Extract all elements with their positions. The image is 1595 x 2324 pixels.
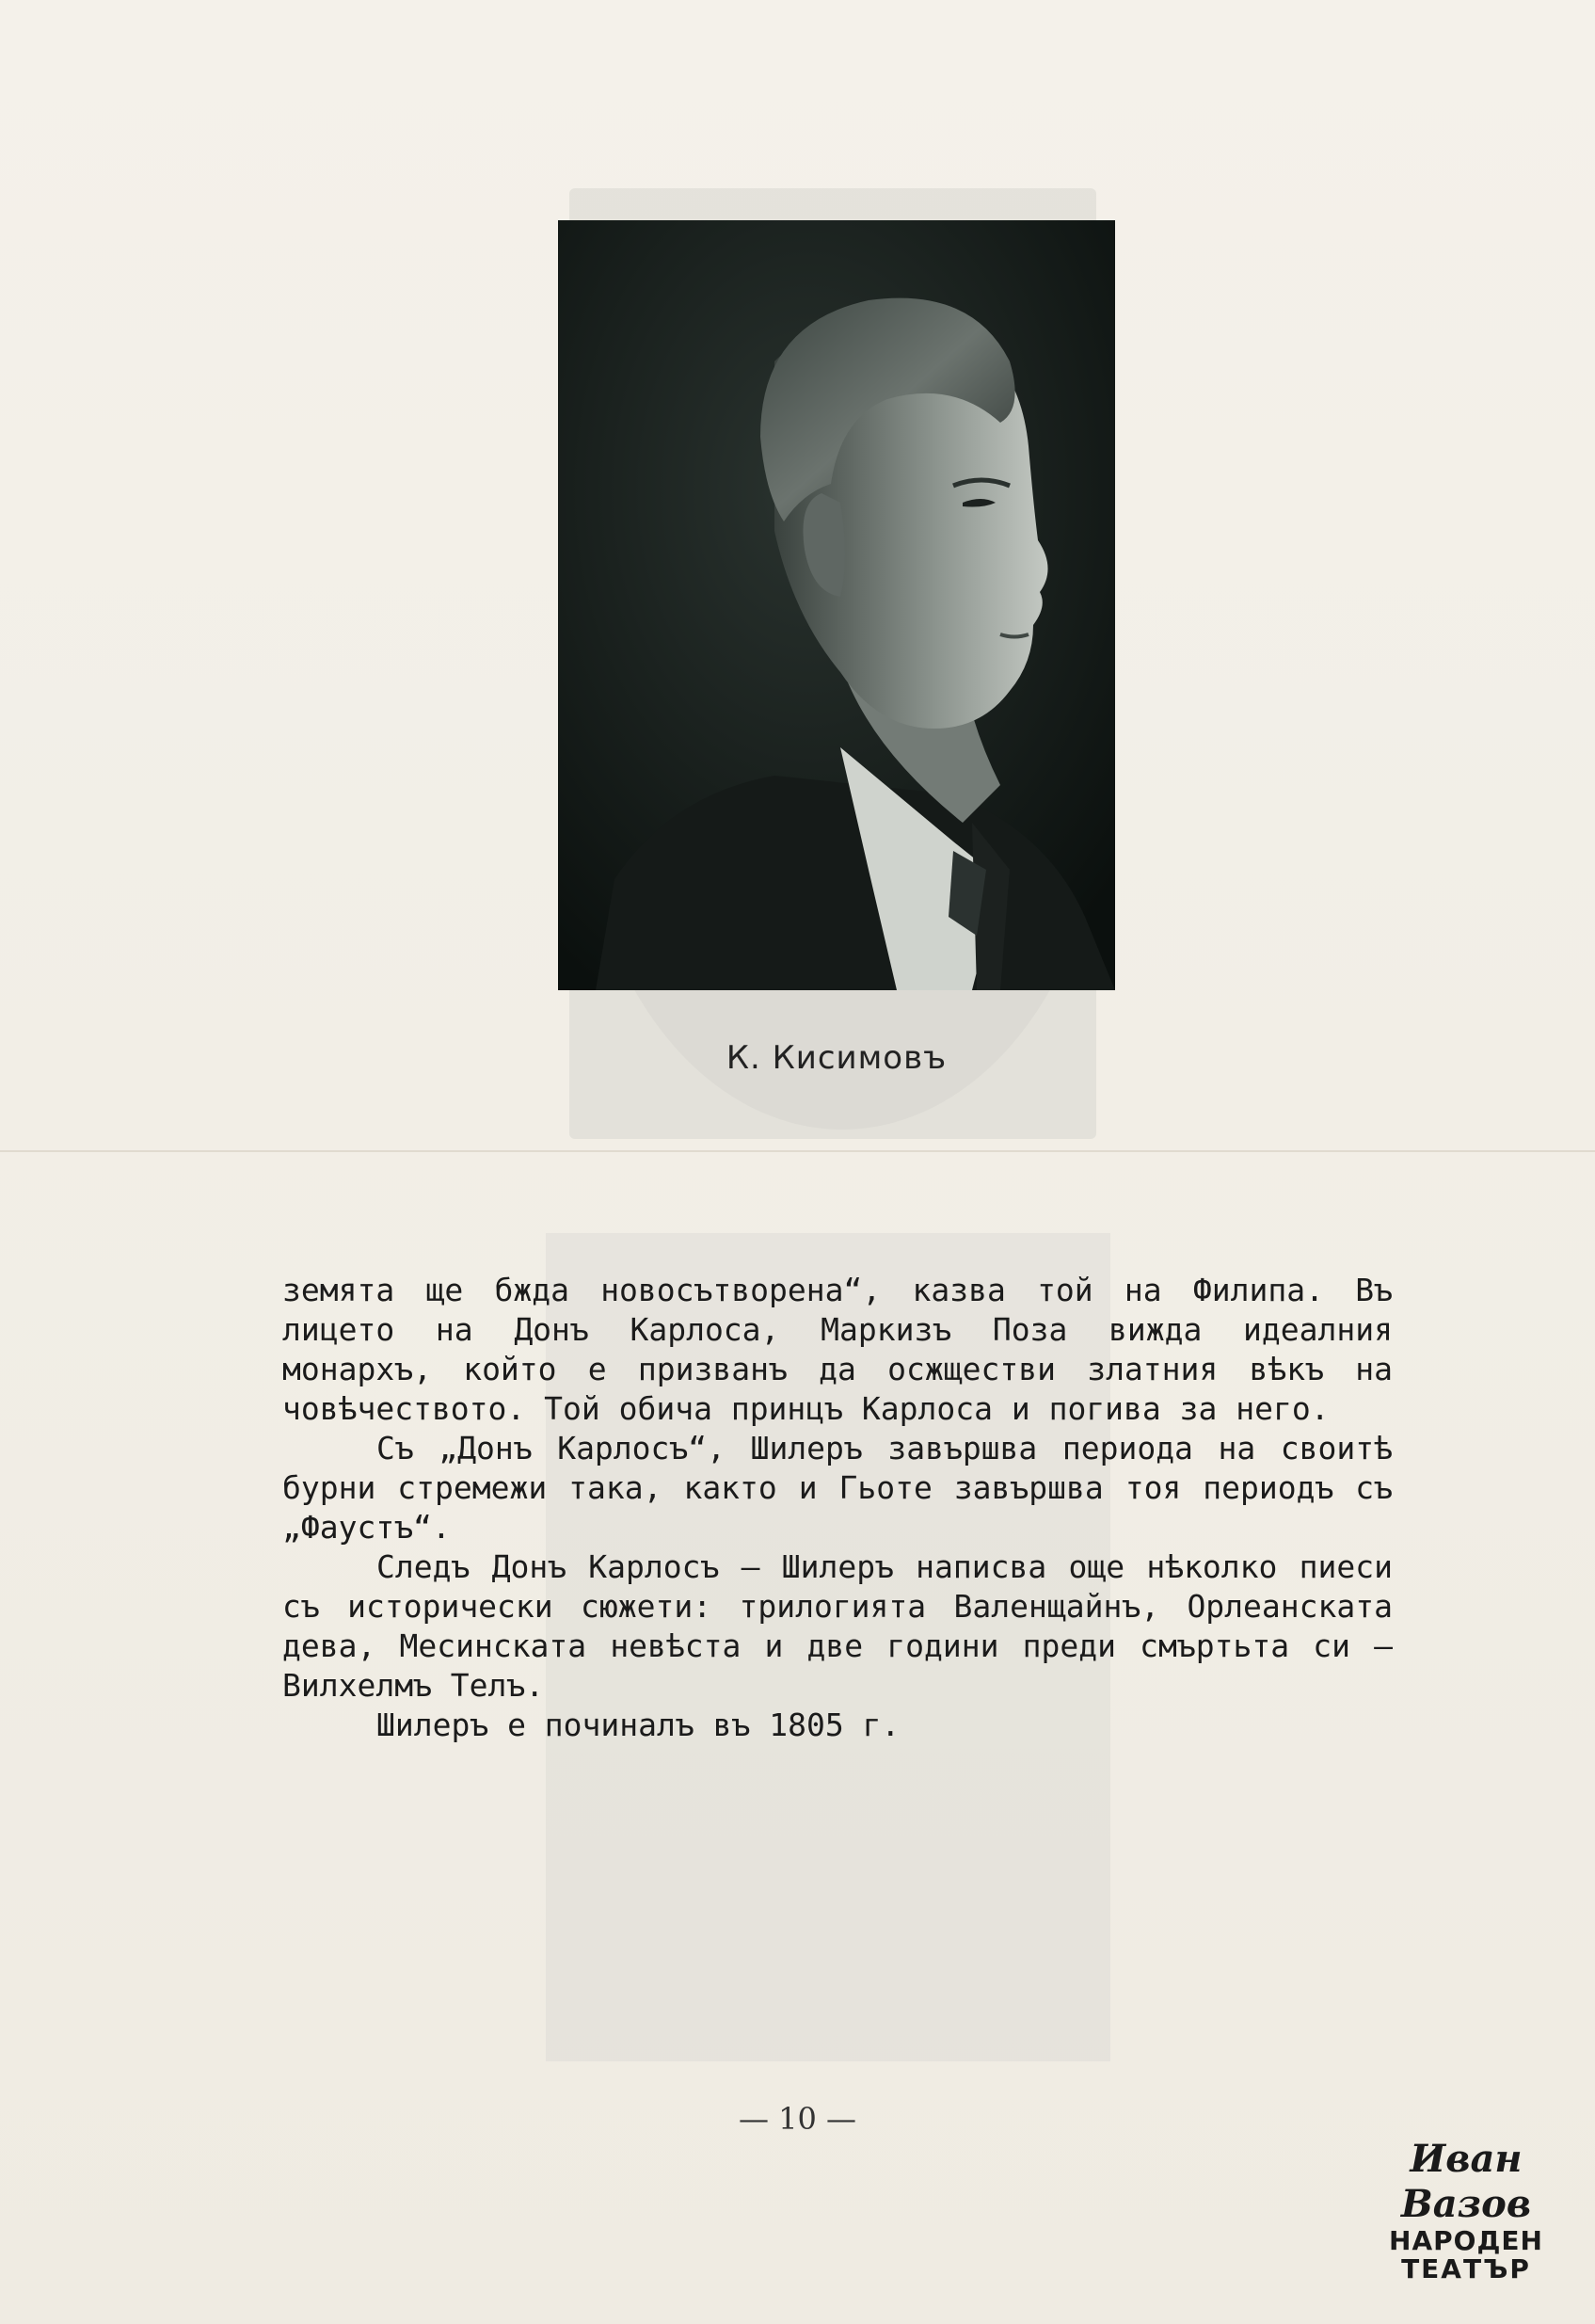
page-fold-line (0, 1150, 1595, 1152)
article-body (282, 1271, 1393, 1745)
page-number: — 10 — (738, 2101, 857, 2137)
portrait-photo (558, 220, 1115, 990)
portrait-illustration (558, 220, 1115, 990)
paragraph: Следъ Донъ Карлосъ — Шилеръ написва още нѣколко пиеси съ исторически сюжети: трилогията Валенщайнъ, Орлеанската дева, Месинската невѣста и две години преди смъртьта си — Вилхелмъ Телъ. (282, 1548, 1393, 1704)
logo-line-2: ТЕАТЪР (1401, 2253, 1531, 2284)
paragraph: земята ще бжда новосътворена“, казва той на Филипа. Въ лицето на Донъ Карлоса, Маркизъ Поза вижда идеалния монархъ, който е призванъ да осжществи златния вѣкъ на човѣчеството. Той обича принцъ Карлоса и погива за него. (282, 1272, 1393, 1427)
logo-script: Иван Вазов (1400, 2137, 1532, 2226)
theatre-logo (1381, 2137, 1551, 2284)
paragraph: Съ „Донъ Карлосъ“, Шилеръ завършва периода на своитѣ бурни стремежи така, както и Гьоте завършва тоя периодъ съ „Фаустъ“. (282, 1430, 1393, 1546)
logo-line-1: НАРОДЕН (1389, 2225, 1543, 2256)
portrait-caption: К. Кисимовъ (726, 1039, 948, 1077)
paragraph: Шилеръ е починалъ въ 1805 г. (376, 1707, 901, 1743)
